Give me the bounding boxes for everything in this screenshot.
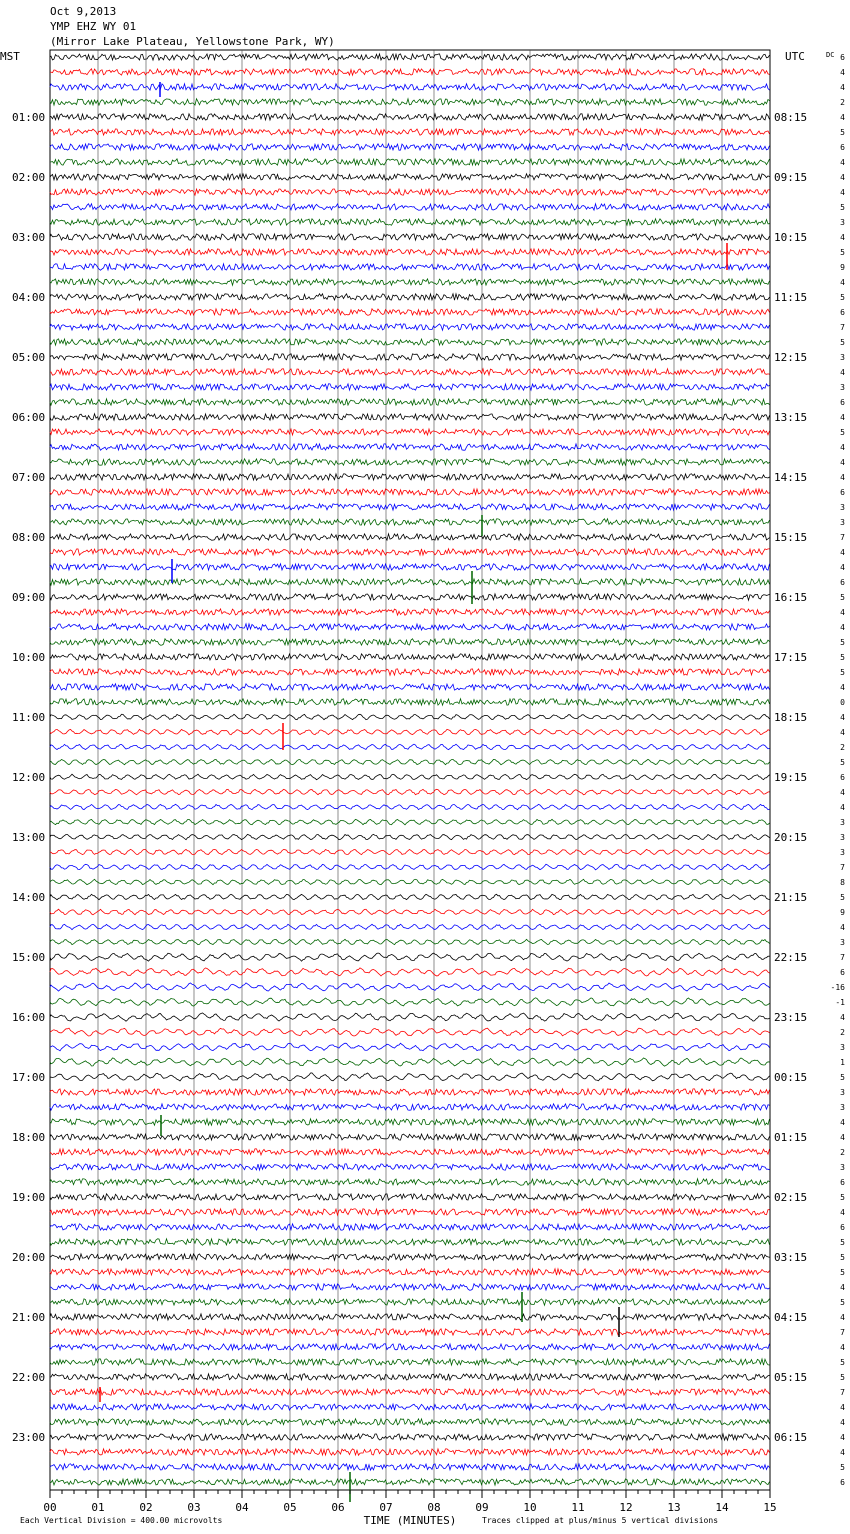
- trace-line: [50, 219, 770, 225]
- dc-offset-label: 3: [840, 833, 845, 842]
- trace-line: [50, 894, 770, 900]
- x-tick-label: 04: [235, 1501, 249, 1514]
- dc-offset-label: 6: [840, 968, 845, 977]
- trace-line: [50, 69, 770, 75]
- dc-offset-label: 5: [840, 1073, 845, 1082]
- dc-offset-label: 7: [840, 323, 845, 332]
- trace-line: [50, 1028, 770, 1036]
- trace-line: [50, 1314, 770, 1320]
- trace-line: [50, 714, 770, 719]
- trace-line: [50, 1449, 770, 1455]
- trace-line: [50, 1149, 770, 1155]
- x-axis-title: TIME (MINUTES): [363, 1514, 457, 1527]
- trace-line: [50, 84, 770, 90]
- trace-line: [50, 744, 770, 750]
- dc-offset-label: 3: [840, 353, 845, 362]
- dc-offset-label: 4: [840, 278, 845, 287]
- dc-offset-label: 4: [840, 1448, 845, 1457]
- trace-line: [50, 1134, 770, 1140]
- dc-offset-label: 4: [840, 1013, 845, 1022]
- trace-line: [50, 264, 770, 270]
- x-tick-label: 02: [139, 1501, 153, 1514]
- dc-offset-label: 4: [840, 1283, 845, 1292]
- dc-offset-label: 5: [840, 428, 845, 437]
- trace-line: [50, 1464, 770, 1470]
- trace-line: [50, 699, 770, 705]
- dc-offset-label: 6: [840, 53, 845, 62]
- dc-offset-label: -16: [830, 983, 845, 992]
- dc-offset-label: 5: [840, 248, 845, 257]
- utc-hour-label: 06:15: [774, 1431, 808, 1444]
- trace-line: [50, 1089, 770, 1095]
- trace-line: [50, 369, 770, 375]
- chart-location: (Mirror Lake Plateau, Yellowstone Park, WY): [50, 35, 335, 48]
- mst-hour-label: 05:00: [12, 351, 46, 364]
- trace-line: [50, 129, 770, 135]
- dc-offset-label: 3: [840, 818, 845, 827]
- trace-line: [50, 684, 770, 690]
- x-tick-label: 11: [571, 1501, 585, 1514]
- trace-line: [50, 1043, 770, 1051]
- dc-offset-label: 9: [840, 908, 845, 917]
- trace-line: [50, 399, 770, 405]
- utc-hour-label: 11:15: [774, 291, 808, 304]
- mst-hour-label: 02:00: [12, 171, 46, 184]
- dc-offset-label: 2: [840, 1028, 845, 1037]
- x-tick-label: 01: [91, 1501, 105, 1514]
- trace-line: [50, 324, 770, 330]
- dc-offset-label: 6: [840, 308, 845, 317]
- dc-offset-label: 5: [840, 653, 845, 662]
- dc-offset-label: 4: [840, 788, 845, 797]
- trace-line: [50, 1254, 770, 1260]
- trace-line: [50, 159, 770, 165]
- dc-offset-label: 5: [840, 203, 845, 212]
- dc-offset-label: 4: [840, 1418, 845, 1427]
- dc-offset-label: 6: [840, 488, 845, 497]
- dc-offset-label: 5: [840, 338, 845, 347]
- trace-line: [50, 309, 770, 315]
- trace-line: [50, 99, 770, 105]
- dc-offset-label: 5: [840, 1193, 845, 1202]
- trace-line: [50, 249, 770, 255]
- utc-hour-label: 03:15: [774, 1251, 808, 1264]
- trace-line: [50, 54, 770, 60]
- trace-line: [50, 1329, 770, 1335]
- trace-line: [50, 519, 770, 525]
- dc-offset-label: 4: [840, 68, 845, 77]
- dc-offset-label: 6: [840, 398, 845, 407]
- dc-offset-label: 2: [840, 1148, 845, 1157]
- trace-line: [50, 354, 770, 360]
- x-tick-label: 03: [187, 1501, 201, 1514]
- trace-line: [50, 729, 770, 735]
- dc-offset-label: 4: [840, 1208, 845, 1217]
- mst-hour-label: 22:00: [12, 1371, 46, 1384]
- trace-line: [50, 639, 770, 645]
- trace-line: [50, 564, 770, 570]
- utc-hour-label: 01:15: [774, 1131, 808, 1144]
- x-tick-label: 00: [43, 1501, 57, 1514]
- dc-offset-label: 5: [840, 668, 845, 677]
- dc-offset-label: 3: [840, 1043, 845, 1052]
- mst-hour-label: 18:00: [12, 1131, 46, 1144]
- dc-offset-label: 3: [840, 1088, 845, 1097]
- mst-hour-label: 12:00: [12, 771, 46, 784]
- dc-offset-label: 5: [840, 293, 845, 302]
- utc-hour-label: 23:15: [774, 1011, 808, 1024]
- dc-offset-label: 2: [840, 98, 845, 107]
- mst-hour-label: 01:00: [12, 111, 46, 124]
- dc-offset-label: 1: [840, 1058, 845, 1067]
- dc-offset-label: 9: [840, 263, 845, 272]
- mst-hour-label: 14:00: [12, 891, 46, 904]
- dc-offset-label: 5: [840, 893, 845, 902]
- trace-line: [50, 759, 770, 764]
- utc-hour-label: 16:15: [774, 591, 808, 604]
- trace-line: [50, 804, 770, 809]
- dc-offset-label: 3: [840, 383, 845, 392]
- trace-line: [50, 144, 770, 150]
- trace-line: [50, 879, 770, 884]
- x-tick-label: 10: [523, 1501, 537, 1514]
- dc-offset-label: 4: [840, 458, 845, 467]
- dc-offset-label: 4: [840, 188, 845, 197]
- trace-line: [50, 953, 770, 961]
- dc-offset-label: 5: [840, 1253, 845, 1262]
- trace-line: [50, 1073, 770, 1081]
- trace-line: [50, 234, 770, 240]
- dc-offset-label: 2: [840, 743, 845, 752]
- x-tick-label: 15: [763, 1501, 777, 1514]
- trace-line: [50, 549, 770, 555]
- x-tick-label: 13: [667, 1501, 681, 1514]
- dc-offset-label: 4: [840, 923, 845, 932]
- dc-offset-label: 4: [840, 368, 845, 377]
- dc-offset-label: 5: [840, 1358, 845, 1367]
- trace-line: [50, 504, 770, 510]
- trace-line: [50, 294, 770, 300]
- dc-offset-label: 4: [840, 443, 845, 452]
- dc-offset-label: 3: [840, 503, 845, 512]
- trace-line: [50, 279, 770, 285]
- trace-line: [50, 1058, 770, 1066]
- dc-offset-label: 4: [840, 1133, 845, 1142]
- dc-offset-label: 4: [840, 473, 845, 482]
- dc-offset-label: 4: [840, 728, 845, 737]
- mst-hour-label: 06:00: [12, 411, 46, 424]
- mst-hour-label: 23:00: [12, 1431, 46, 1444]
- trace-line: [50, 339, 770, 345]
- trace-line: [50, 1389, 770, 1395]
- dc-offset-label: 5: [840, 1298, 845, 1307]
- dc-offset-label: 8: [840, 878, 845, 887]
- dc-offset-label: 3: [840, 1163, 845, 1172]
- trace-line: [50, 939, 770, 944]
- chart-station: YMP EHZ WY 01: [50, 20, 137, 33]
- mst-hour-label: 11:00: [12, 711, 46, 724]
- mst-hour-label: 21:00: [12, 1311, 46, 1324]
- trace-line: [50, 1359, 770, 1365]
- x-tick-label: 14: [715, 1501, 729, 1514]
- trace-line: [50, 998, 770, 1006]
- trace-line: [50, 189, 770, 195]
- mst-hour-label: 20:00: [12, 1251, 46, 1264]
- dc-offset-label: 7: [840, 863, 845, 872]
- trace-line: [50, 1179, 770, 1185]
- dc-offset-label: 5: [840, 128, 845, 137]
- trace-line: [50, 669, 770, 675]
- utc-hour-label: 18:15: [774, 711, 808, 724]
- dc-offset-label: 6: [840, 1478, 845, 1487]
- dc-offset-label: 3: [840, 518, 845, 527]
- mst-hour-label: 15:00: [12, 951, 46, 964]
- trace-line: [50, 534, 770, 540]
- x-tick-label: 07: [379, 1501, 393, 1514]
- trace-line: [50, 174, 770, 180]
- utc-hour-label: 08:15: [774, 111, 808, 124]
- x-tick-label: 08: [427, 1501, 441, 1514]
- dc-offset-label: 5: [840, 758, 845, 767]
- trace-line: [50, 1404, 770, 1410]
- utc-hour-label: 09:15: [774, 171, 808, 184]
- chart-date: Oct 9,2013: [50, 5, 117, 18]
- x-tick-label: 12: [619, 1501, 633, 1514]
- trace-line: [50, 624, 770, 630]
- dc-offset-label: 7: [840, 1328, 845, 1337]
- utc-hour-label: 10:15: [774, 231, 808, 244]
- mst-hour-label: 19:00: [12, 1191, 46, 1204]
- mst-hour-label: 09:00: [12, 591, 46, 604]
- dc-offset-label: 6: [840, 143, 845, 152]
- dc-offset-label: 4: [840, 608, 845, 617]
- trace-line: [50, 459, 770, 465]
- trace-line: [50, 1284, 770, 1290]
- trace-line: [50, 1013, 770, 1021]
- utc-hour-label: 02:15: [774, 1191, 808, 1204]
- utc-hour-label: 19:15: [774, 771, 808, 784]
- trace-line: [50, 864, 770, 870]
- trace-line: [50, 909, 770, 915]
- trace-line: [50, 654, 770, 660]
- dc-offset-label: 4: [840, 413, 845, 422]
- trace-line: [50, 1224, 770, 1230]
- mst-hour-label: 13:00: [12, 831, 46, 844]
- mst-hour-label: 08:00: [12, 531, 46, 544]
- trace-line: [50, 474, 770, 480]
- mst-hour-label: 17:00: [12, 1071, 46, 1084]
- dc-offset-label: 5: [840, 593, 845, 602]
- dc-offset-label: 5: [840, 1238, 845, 1247]
- dc-offset-label: 7: [840, 953, 845, 962]
- utc-hour-label: 15:15: [774, 531, 808, 544]
- dc-offset-label: 3: [840, 848, 845, 857]
- trace-line: [50, 579, 770, 585]
- trace-line: [50, 1209, 770, 1215]
- utc-hour-label: 22:15: [774, 951, 808, 964]
- dc-offset-label: 4: [840, 1403, 845, 1412]
- dc-offset-label: 6: [840, 773, 845, 782]
- utc-hour-label: 00:15: [774, 1071, 808, 1084]
- mst-hour-label: 04:00: [12, 291, 46, 304]
- trace-line: [50, 774, 770, 780]
- dc-offset-label: 4: [840, 713, 845, 722]
- mst-hour-label: 07:00: [12, 471, 46, 484]
- mst-hour-label: 10:00: [12, 651, 46, 664]
- dc-offset-label: 3: [840, 1103, 845, 1112]
- x-tick-label: 06: [331, 1501, 345, 1514]
- dc-offset-label: 4: [840, 83, 845, 92]
- dc-offset-label: 4: [840, 623, 845, 632]
- utc-hour-label: 17:15: [774, 651, 808, 664]
- dc-offset-label: -1: [835, 998, 845, 1007]
- trace-line: [50, 609, 770, 615]
- trace-line: [50, 983, 770, 991]
- trace-line: [50, 924, 770, 930]
- trace-line: [50, 384, 770, 390]
- dc-offset-label: 4: [840, 683, 845, 692]
- mst-hour-label: 03:00: [12, 231, 46, 244]
- dc-offset-label: 5: [840, 1373, 845, 1382]
- dc-offset-label: 4: [840, 1433, 845, 1442]
- dc-offset-label: 6: [840, 1223, 845, 1232]
- utc-hour-label: 05:15: [774, 1371, 808, 1384]
- trace-line: [50, 1239, 770, 1245]
- dc-offset-label: 4: [840, 563, 845, 572]
- dc-offset-label: 7: [840, 1388, 845, 1397]
- dc-offset-label: 4: [840, 113, 845, 122]
- trace-line: [50, 1344, 770, 1350]
- dc-offset-label: 5: [840, 638, 845, 647]
- utc-hour-label: 14:15: [774, 471, 808, 484]
- dc-offset-label: 4: [840, 548, 845, 557]
- trace-line: [50, 204, 770, 210]
- trace-line: [50, 1374, 770, 1380]
- x-tick-label: 09: [475, 1501, 489, 1514]
- trace-line: [50, 1269, 770, 1275]
- dc-offset-label: 4: [840, 803, 845, 812]
- trace-line: [50, 1299, 770, 1305]
- trace-line: [50, 1119, 770, 1125]
- trace-line: [50, 489, 770, 495]
- trace-line: [50, 429, 770, 435]
- dc-offset-label: 6: [840, 578, 845, 587]
- trace-line: [50, 968, 770, 976]
- utc-hour-label: 12:15: [774, 351, 808, 364]
- utc-hour-label: 13:15: [774, 411, 808, 424]
- utc-hour-label: 20:15: [774, 831, 808, 844]
- utc-axis-title: UTC: [785, 50, 805, 63]
- x-tick-label: 05: [283, 1501, 297, 1514]
- scale-note: Each Vertical Division = 400.00 microvolts: [20, 1516, 223, 1525]
- trace-line: [50, 849, 770, 854]
- clip-note: Traces clipped at plus/minus 5 vertical divisions: [482, 1516, 719, 1525]
- trace-line: [50, 1164, 770, 1170]
- dc-offset-label: 4: [840, 173, 845, 182]
- dc-offset-label: 6: [840, 1178, 845, 1187]
- trace-line: [50, 1104, 770, 1110]
- trace-line: [50, 1479, 770, 1485]
- dc-column-title: DC: [826, 51, 835, 59]
- dc-offset-label: 4: [840, 233, 845, 242]
- dc-offset-label: 5: [840, 1268, 845, 1277]
- trace-line: [50, 414, 770, 420]
- utc-hour-label: 21:15: [774, 891, 808, 904]
- dc-offset-label: 3: [840, 938, 845, 947]
- dc-offset-label: 4: [840, 158, 845, 167]
- trace-line: [50, 834, 770, 839]
- trace-line: [50, 114, 770, 120]
- trace-line: [50, 594, 770, 600]
- dc-offset-label: 4: [840, 1118, 845, 1127]
- dc-offset-label: 5: [840, 1463, 845, 1472]
- dc-offset-label: 3: [840, 218, 845, 227]
- utc-hour-label: 04:15: [774, 1311, 808, 1324]
- trace-line: [50, 1419, 770, 1425]
- trace-line: [50, 1434, 770, 1440]
- trace-line: [50, 789, 770, 795]
- mst-hour-label: 16:00: [12, 1011, 46, 1024]
- dc-offset-label: 4: [840, 1313, 845, 1322]
- dc-offset-label: 7: [840, 533, 845, 542]
- mst-axis-title: MST: [0, 50, 20, 63]
- dc-offset-label: 4: [840, 1343, 845, 1352]
- dc-offset-label: 0: [840, 698, 845, 707]
- trace-line: [50, 819, 770, 825]
- trace-line: [50, 444, 770, 450]
- trace-line: [50, 1194, 770, 1200]
